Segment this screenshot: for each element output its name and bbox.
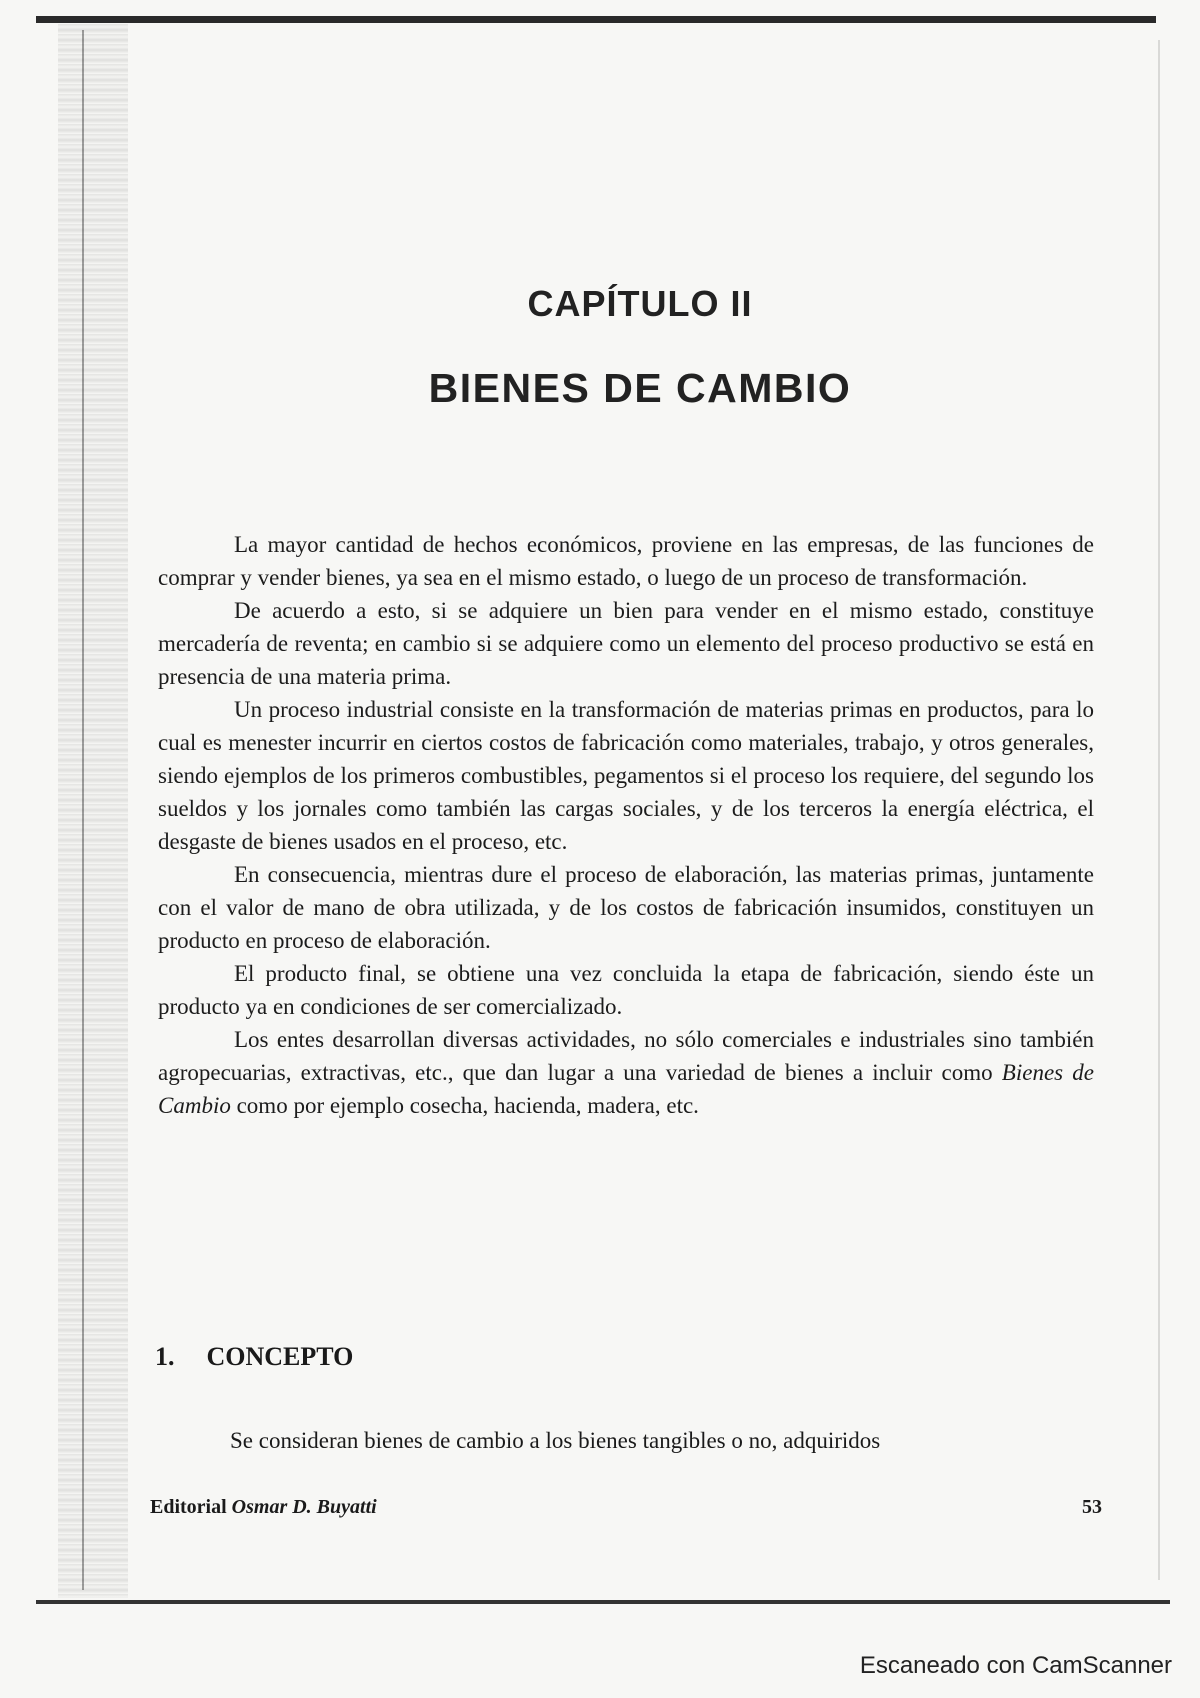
top-rule xyxy=(36,16,1156,23)
page-right-edge xyxy=(1158,40,1160,1580)
paragraph-text: como por ejemplo cosecha, hacienda, madera, etc. xyxy=(230,1093,699,1118)
book-binding-line xyxy=(82,30,84,1590)
paragraph xyxy=(158,1023,1094,1122)
paragraph: La mayor cantidad de hechos económicos, proviene en las empresas, de las funciones de comprar y vender bienes, ya sea en el mismo estado, o luego de un proceso de transformación. xyxy=(158,532,1094,590)
chapter-body xyxy=(158,528,1094,1122)
section-number: 1. xyxy=(155,1342,175,1371)
paragraph: De acuerdo a esto, si se adquiere un bien para vender en el mismo estado, constituye mercadería de reventa; en cambio si se adquiere como un elemento del proceso productivo se está en presencia de una materia prima. xyxy=(158,598,1094,689)
chapter-title: BIENES DE CAMBIO xyxy=(428,365,852,411)
emphasized-term: Bienes de Cambio xyxy=(158,1060,1094,1118)
page-number: 53 xyxy=(1082,1496,1102,1518)
publisher-name: Osmar D. Buyatti xyxy=(231,1496,377,1518)
paragraph: Un proceso industrial consiste en la transformación de materias primas en productos, para lo cual es menester incurrir en ciertos costos de fabricación como materiales, trabajo, y otros generales, siendo ejemplos de los primeros combustibles, pegamentos si el proceso los requiere, del segundo los sueldos y los jornales como también las cargas sociales, y de los terceros la energía eléctrica, el desgaste de bienes usados en el proceso, etc. xyxy=(158,697,1094,854)
chapter-number: CAPÍTULO II xyxy=(527,283,753,324)
footer-publisher xyxy=(150,1496,377,1519)
section-title: CONCEPTO xyxy=(206,1342,354,1371)
section-heading xyxy=(155,1342,353,1372)
book-binding-shadow xyxy=(58,24,128,1598)
bottom-rule xyxy=(36,1600,1170,1604)
paragraph: En consecuencia, mientras dure el proceso de elaboración, las materias primas, juntamente con el valor de mano de obra utilizada, y de los costos de fabricación insumidos, constituyen un producto en proceso de elaboración. xyxy=(158,862,1094,953)
paragraph: El producto final, se obtiene una vez concluida la etapa de fabricación, siendo éste un producto ya en condiciones de ser comercializado. xyxy=(158,961,1094,1019)
publisher-label: Editorial xyxy=(150,1496,227,1518)
scanner-watermark: Escaneado con CamScanner xyxy=(859,1652,1172,1679)
paragraph-text: Los entes desarrollan diversas actividades, no sólo comerciales e industriales sino también agropecuarias, extractivas, etc., que dan lugar a una variedad de bienes a incluir como xyxy=(158,1027,1094,1085)
section-first-line: Se consideran bienes de cambio a los bienes tangibles o no, adquiridos xyxy=(230,1428,881,1453)
